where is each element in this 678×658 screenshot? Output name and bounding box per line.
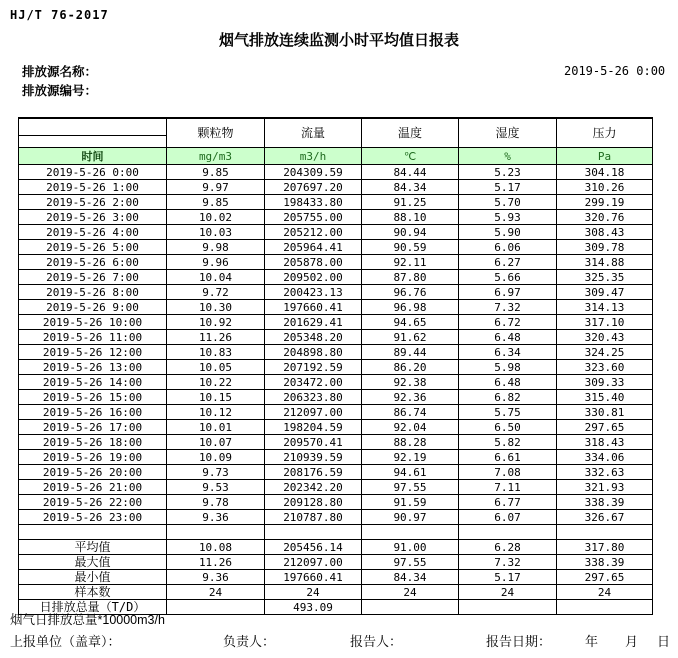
cell-particulate: 9.78	[167, 495, 265, 510]
table-row	[19, 480, 653, 495]
cell-flow: 205964.41	[265, 240, 362, 255]
summary-temperature	[362, 525, 459, 540]
hourly-data-rows	[19, 165, 653, 525]
cell-humidity: 6.06	[459, 240, 557, 255]
cell-temperature: 92.36	[362, 390, 459, 405]
cell-temperature: 88.10	[362, 210, 459, 225]
column-header-flow: 流量	[265, 118, 362, 148]
cell-temperature: 87.80	[362, 270, 459, 285]
column-header-particulate: 颗粒物	[167, 118, 265, 148]
cell-flow: 208176.59	[265, 465, 362, 480]
summary-flow: 205456.14	[265, 540, 362, 555]
cell-temperature: 88.28	[362, 435, 459, 450]
unit-header-row	[19, 148, 653, 165]
table-row	[19, 450, 653, 465]
cell-particulate: 11.26	[167, 330, 265, 345]
summary-temperature: 24	[362, 585, 459, 600]
cell-temperature: 91.25	[362, 195, 459, 210]
summary-flow: 212097.00	[265, 555, 362, 570]
cell-flow: 204309.59	[265, 165, 362, 180]
table-row	[19, 435, 653, 450]
cell-humidity: 5.75	[459, 405, 557, 420]
cell-temperature: 90.94	[362, 225, 459, 240]
cell-flow: 203472.00	[265, 375, 362, 390]
cell-pressure: 320.76	[557, 210, 653, 225]
summary-rows	[19, 525, 653, 615]
cell-pressure: 325.35	[557, 270, 653, 285]
month-label: 月	[625, 634, 639, 649]
summary-temperature	[362, 600, 459, 615]
cell-time: 2019-5-26 1:00	[19, 180, 167, 195]
cell-particulate: 9.53	[167, 480, 265, 495]
cell-time: 2019-5-26 10:00	[19, 315, 167, 330]
cell-pressure: 317.10	[557, 315, 653, 330]
cell-particulate: 9.73	[167, 465, 265, 480]
table-row	[19, 330, 653, 345]
cell-time: 2019-5-26 5:00	[19, 240, 167, 255]
summary-pressure: 24	[557, 585, 653, 600]
table-row	[19, 270, 653, 285]
table-row	[19, 405, 653, 420]
cell-particulate: 9.72	[167, 285, 265, 300]
cell-humidity: 6.50	[459, 420, 557, 435]
unit-humidity: %	[459, 148, 557, 165]
cell-temperature: 94.65	[362, 315, 459, 330]
cell-time: 2019-5-26 11:00	[19, 330, 167, 345]
summary-temperature: 91.00	[362, 540, 459, 555]
column-header-temperature: 温度	[362, 118, 459, 148]
table-row	[19, 465, 653, 480]
table-row	[19, 180, 653, 195]
column-header-humidity: 湿度	[459, 118, 557, 148]
cell-flow: 210939.59	[265, 450, 362, 465]
cell-temperature: 92.11	[362, 255, 459, 270]
unit-temperature: ℃	[362, 148, 459, 165]
cell-pressure: 310.26	[557, 180, 653, 195]
header-time-blank-cell-2	[19, 136, 167, 148]
cell-humidity: 5.82	[459, 435, 557, 450]
summary-row	[19, 585, 653, 600]
cell-flow: 209502.00	[265, 270, 362, 285]
cell-temperature: 90.59	[362, 240, 459, 255]
cell-temperature: 91.62	[362, 330, 459, 345]
cell-pressure: 309.33	[557, 375, 653, 390]
cell-flow: 207697.20	[265, 180, 362, 195]
cell-pressure: 338.39	[557, 495, 653, 510]
cell-flow: 206323.80	[265, 390, 362, 405]
report-unit-label: 上报单位（盖章）：	[10, 634, 121, 649]
cell-pressure: 321.93	[557, 480, 653, 495]
summary-particulate	[167, 600, 265, 615]
standard-number: HJ/T 76-2017	[10, 8, 109, 22]
cell-temperature: 92.04	[362, 420, 459, 435]
cell-temperature: 94.61	[362, 465, 459, 480]
summary-particulate: 24	[167, 585, 265, 600]
cell-particulate: 10.04	[167, 270, 265, 285]
cell-time: 2019-5-26 6:00	[19, 255, 167, 270]
header-time-blank-cell	[19, 118, 167, 136]
summary-humidity	[459, 600, 557, 615]
cell-flow: 198204.59	[265, 420, 362, 435]
cell-particulate: 10.30	[167, 300, 265, 315]
cell-humidity: 6.97	[459, 285, 557, 300]
cell-humidity: 7.08	[459, 465, 557, 480]
cell-pressure: 323.60	[557, 360, 653, 375]
table-header	[19, 118, 653, 165]
table-row	[19, 315, 653, 330]
time-column-label: 时间	[19, 148, 167, 165]
cell-flow: 204898.80	[265, 345, 362, 360]
cell-flow: 197660.41	[265, 300, 362, 315]
cell-pressure: 309.47	[557, 285, 653, 300]
summary-pressure	[557, 525, 653, 540]
cell-flow: 205212.00	[265, 225, 362, 240]
summary-pressure	[557, 600, 653, 615]
summary-label: 平均值	[19, 540, 167, 555]
summary-label: 最大值	[19, 555, 167, 570]
cell-pressure: 332.63	[557, 465, 653, 480]
cell-time: 2019-5-26 16:00	[19, 405, 167, 420]
cell-humidity: 7.11	[459, 480, 557, 495]
cell-pressure: 314.88	[557, 255, 653, 270]
cell-humidity: 5.90	[459, 225, 557, 240]
summary-temperature: 84.34	[362, 570, 459, 585]
day-label: 日	[657, 634, 671, 649]
cell-temperature: 84.34	[362, 180, 459, 195]
cell-time: 2019-5-26 7:00	[19, 270, 167, 285]
summary-label: 日排放总量（T/D）	[19, 600, 167, 615]
cell-flow: 207192.59	[265, 360, 362, 375]
cell-humidity: 6.48	[459, 330, 557, 345]
table-row	[19, 375, 653, 390]
cell-particulate: 10.07	[167, 435, 265, 450]
cell-humidity: 5.70	[459, 195, 557, 210]
cell-temperature: 89.44	[362, 345, 459, 360]
cell-time: 2019-5-26 19:00	[19, 450, 167, 465]
cell-pressure: 320.43	[557, 330, 653, 345]
cell-temperature: 96.98	[362, 300, 459, 315]
cell-particulate: 9.96	[167, 255, 265, 270]
cell-temperature: 86.74	[362, 405, 459, 420]
report-datetime: 2019-5-26 0:00	[564, 64, 666, 78]
cell-time: 2019-5-26 0:00	[19, 165, 167, 180]
cell-flow: 212097.00	[265, 405, 362, 420]
cell-temperature: 92.38	[362, 375, 459, 390]
cell-particulate: 10.83	[167, 345, 265, 360]
cell-particulate: 10.92	[167, 315, 265, 330]
table-row	[19, 495, 653, 510]
cell-pressure: 308.43	[557, 225, 653, 240]
cell-temperature: 91.59	[362, 495, 459, 510]
cell-humidity: 7.32	[459, 300, 557, 315]
cell-time: 2019-5-26 14:00	[19, 375, 167, 390]
summary-particulate: 11.26	[167, 555, 265, 570]
cell-particulate: 9.36	[167, 510, 265, 525]
cell-humidity: 5.17	[459, 180, 557, 195]
cell-particulate: 10.12	[167, 405, 265, 420]
reporter-label: 报告人：	[350, 634, 403, 649]
summary-particulate	[167, 525, 265, 540]
cell-flow: 200423.13	[265, 285, 362, 300]
cell-time: 2019-5-26 13:00	[19, 360, 167, 375]
cell-humidity: 6.27	[459, 255, 557, 270]
cell-time: 2019-5-26 20:00	[19, 465, 167, 480]
cell-pressure: 324.25	[557, 345, 653, 360]
summary-row	[19, 525, 653, 540]
unit-pressure: Pa	[557, 148, 653, 165]
cell-flow: 210787.80	[265, 510, 362, 525]
cell-temperature: 86.20	[362, 360, 459, 375]
cell-humidity: 6.77	[459, 495, 557, 510]
cell-flow: 202342.20	[265, 480, 362, 495]
cell-particulate: 9.97	[167, 180, 265, 195]
monitoring-table	[18, 117, 653, 615]
cell-time: 2019-5-26 21:00	[19, 480, 167, 495]
summary-humidity: 7.32	[459, 555, 557, 570]
cell-pressure: 297.65	[557, 420, 653, 435]
summary-particulate: 9.36	[167, 570, 265, 585]
cell-temperature: 90.97	[362, 510, 459, 525]
cell-humidity: 6.34	[459, 345, 557, 360]
cell-humidity: 5.66	[459, 270, 557, 285]
table-row	[19, 360, 653, 375]
cell-particulate: 10.09	[167, 450, 265, 465]
table-row	[19, 510, 653, 525]
cell-pressure: 330.81	[557, 405, 653, 420]
cell-pressure: 326.67	[557, 510, 653, 525]
cell-time: 2019-5-26 3:00	[19, 210, 167, 225]
cell-time: 2019-5-26 8:00	[19, 285, 167, 300]
cell-time: 2019-5-26 12:00	[19, 345, 167, 360]
summary-flow: 197660.41	[265, 570, 362, 585]
summary-row	[19, 540, 653, 555]
cell-pressure: 334.06	[557, 450, 653, 465]
unit-particulate: mg/m3	[167, 148, 265, 165]
cell-humidity: 5.93	[459, 210, 557, 225]
summary-row	[19, 555, 653, 570]
cell-time: 2019-5-26 23:00	[19, 510, 167, 525]
table-row	[19, 210, 653, 225]
emission-source-name-label: 排放源名称：	[22, 65, 98, 79]
table-row	[19, 240, 653, 255]
cell-flow: 201629.41	[265, 315, 362, 330]
cell-particulate: 10.05	[167, 360, 265, 375]
page-title: 烟气排放连续监测小时平均值日报表	[218, 32, 459, 49]
cell-particulate: 10.22	[167, 375, 265, 390]
cell-temperature: 84.44	[362, 165, 459, 180]
cell-pressure: 314.13	[557, 300, 653, 315]
cell-humidity: 6.48	[459, 375, 557, 390]
cell-particulate: 9.85	[167, 195, 265, 210]
cell-particulate: 9.85	[167, 165, 265, 180]
summary-flow: 24	[265, 585, 362, 600]
cell-pressure: 304.18	[557, 165, 653, 180]
summary-flow: 493.09	[265, 600, 362, 615]
table-row	[19, 255, 653, 270]
cell-flow: 205755.00	[265, 210, 362, 225]
summary-label	[19, 525, 167, 540]
cell-particulate: 10.15	[167, 390, 265, 405]
summary-row	[19, 570, 653, 585]
responsible-person-label: 负责人：	[223, 634, 276, 649]
cell-flow: 205878.00	[265, 255, 362, 270]
summary-pressure: 338.39	[557, 555, 653, 570]
cell-pressure: 315.40	[557, 390, 653, 405]
cell-humidity: 5.23	[459, 165, 557, 180]
summary-temperature: 97.55	[362, 555, 459, 570]
table-row	[19, 390, 653, 405]
summary-particulate: 10.08	[167, 540, 265, 555]
summary-humidity: 24	[459, 585, 557, 600]
summary-humidity: 5.17	[459, 570, 557, 585]
table-row	[19, 285, 653, 300]
cell-particulate: 10.03	[167, 225, 265, 240]
table-row	[19, 225, 653, 240]
cell-humidity: 6.07	[459, 510, 557, 525]
cell-humidity: 5.98	[459, 360, 557, 375]
table-row	[19, 345, 653, 360]
signature-line	[0, 631, 678, 649]
cell-particulate: 10.01	[167, 420, 265, 435]
table-row	[19, 420, 653, 435]
unit-flow: m3/h	[265, 148, 362, 165]
cell-time: 2019-5-26 4:00	[19, 225, 167, 240]
cell-pressure: 318.43	[557, 435, 653, 450]
cell-particulate: 9.98	[167, 240, 265, 255]
header-row-top	[19, 118, 653, 136]
cell-humidity: 6.82	[459, 390, 557, 405]
cell-temperature: 92.19	[362, 450, 459, 465]
summary-humidity	[459, 525, 557, 540]
cell-pressure: 299.19	[557, 195, 653, 210]
cell-pressure: 309.78	[557, 240, 653, 255]
summary-pressure: 297.65	[557, 570, 653, 585]
summary-label: 样本数	[19, 585, 167, 600]
summary-pressure: 317.80	[557, 540, 653, 555]
column-header-pressure: 压力	[557, 118, 653, 148]
cell-humidity: 6.61	[459, 450, 557, 465]
cell-time: 2019-5-26 18:00	[19, 435, 167, 450]
cell-time: 2019-5-26 22:00	[19, 495, 167, 510]
table-row	[19, 300, 653, 315]
cell-time: 2019-5-26 15:00	[19, 390, 167, 405]
cell-time: 2019-5-26 17:00	[19, 420, 167, 435]
year-label: 年	[585, 634, 599, 649]
summary-flow	[265, 525, 362, 540]
cell-flow: 209128.80	[265, 495, 362, 510]
emission-source-code-label: 排放源编号：	[22, 84, 98, 98]
cell-flow: 198433.80	[265, 195, 362, 210]
cell-temperature: 97.55	[362, 480, 459, 495]
report-date-label: 报告日期：	[486, 634, 552, 649]
cell-particulate: 10.02	[167, 210, 265, 225]
summary-humidity: 6.28	[459, 540, 557, 555]
summary-label: 最小值	[19, 570, 167, 585]
cell-temperature: 96.76	[362, 285, 459, 300]
cell-time: 2019-5-26 9:00	[19, 300, 167, 315]
table-row	[19, 195, 653, 210]
daily-total-note: 烟气日排放总量*10000m3/h	[10, 613, 165, 627]
cell-humidity: 6.72	[459, 315, 557, 330]
cell-time: 2019-5-26 2:00	[19, 195, 167, 210]
table-row	[19, 165, 653, 180]
cell-flow: 209570.41	[265, 435, 362, 450]
cell-flow: 205348.20	[265, 330, 362, 345]
